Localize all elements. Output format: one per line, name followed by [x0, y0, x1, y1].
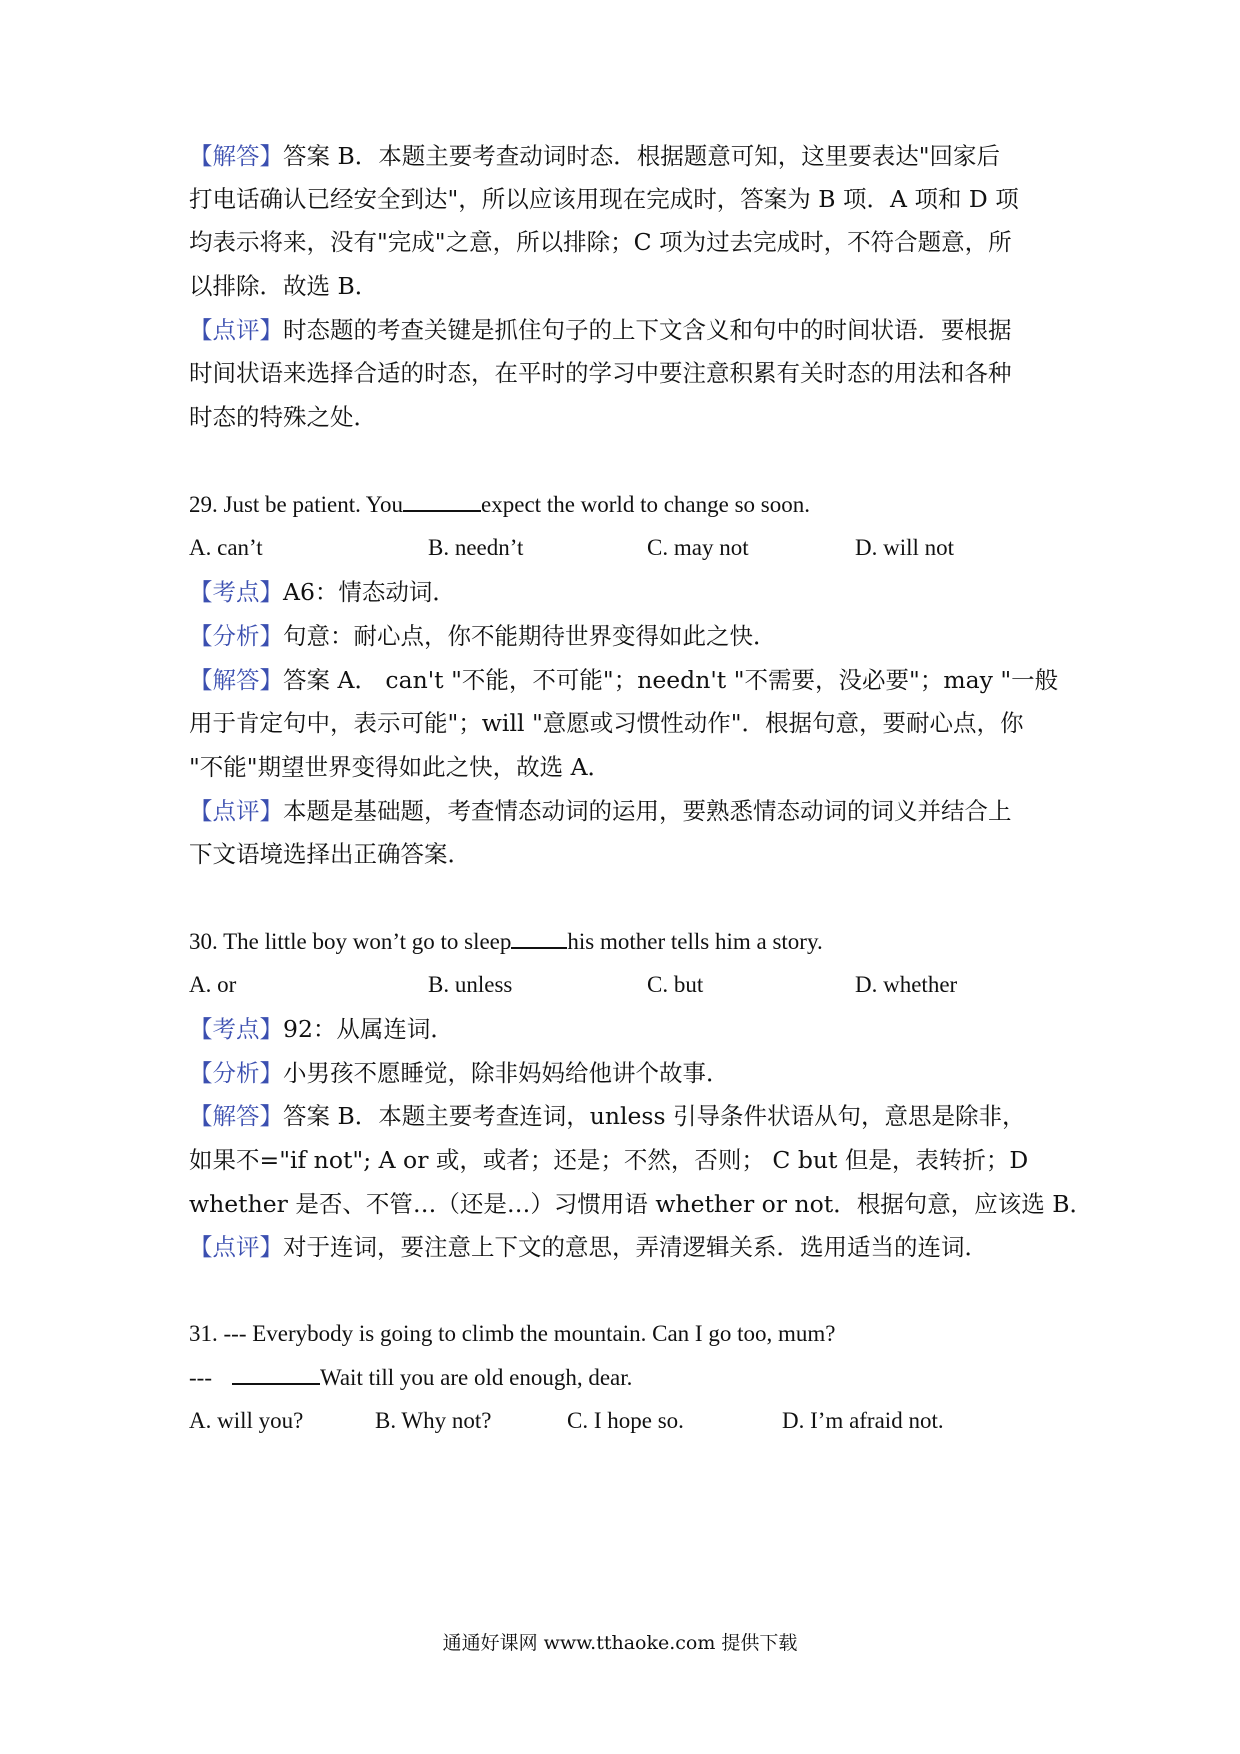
option-b: B. needn’t — [428, 535, 524, 560]
option-c: C. may not — [647, 535, 749, 560]
comment-line: 【点评】本题是基础题，考查情态动词的运用，要熟悉情态动词的词义并结合上 — [189, 797, 1012, 825]
option-d: D. will not — [855, 535, 955, 560]
analysis-line: 【分析】小男孩不愿睡觉，除非妈妈给他讲个故事． — [189, 1059, 730, 1087]
answer-blank — [403, 492, 481, 512]
page-footer: 通通好课网 www.tthaoke.com 提供下载 — [442, 1632, 798, 1654]
comment-tag: 【点评】 — [189, 316, 283, 344]
question-31-reply: --- Wait till you are old enough, dear. — [189, 1365, 633, 1390]
comment-line: 时间状语来选择合适的时态，在平时的学习中要注意积累有关时态的用法和各种 — [189, 359, 1012, 387]
comment-line: 【点评】对于连词，要注意上下文的意思，弄清逻辑关系．选用适当的连词． — [189, 1233, 988, 1261]
answer-line: 【解答】答案 B．本题主要考查动词时态．根据题意可知，这里要表达"回家后 — [189, 142, 1001, 170]
option-c: C. but — [647, 972, 704, 997]
comment-line: 下文语境选择出正确答案． — [189, 840, 471, 868]
answer-line: 【解答】答案 A． can't "不能，不可能"；needn't "不需要，没必要"；may "一般 — [189, 666, 1059, 694]
answer-line: whether 是否、不管…（还是…）习惯用语 whether or not．根据句意，应该选 B． — [189, 1190, 1093, 1218]
answer-tag: 【解答】 — [189, 142, 283, 170]
answer-line: 如果不="if not"; A or 或，或者；还是；不然，否则； C but 但是，表转折；D — [189, 1146, 1029, 1174]
answer-line: 均表示将来，没有"完成"之意，所以排除；C 项为过去完成时，不符合题意，所 — [189, 228, 1012, 256]
answer-line: 打电话确认已经安全到达"，所以应该用现在完成时，答案为 B 项．A 项和 D 项 — [189, 185, 1019, 213]
answer-blank — [511, 929, 567, 949]
option-a: A. can’t — [189, 535, 263, 560]
option-d: D. I’m afraid not. — [782, 1408, 944, 1433]
comment-line: 【点评】时态题的考查关键是抓住句子的上下文含义和句中的时间状语．要根据 — [189, 316, 1012, 344]
question-30-stem: 30. The little boy won’t go to sleep his mother tells him a story. — [189, 929, 823, 954]
option-a: A. will you? — [189, 1408, 304, 1433]
option-d: D. whether — [855, 972, 958, 997]
option-a: A. or — [189, 972, 237, 997]
analysis-line: 【分析】句意：耐心点，你不能期待世界变得如此之快． — [189, 622, 777, 650]
question-29-stem: 29. Just be patient. You expect the world to change so soon. — [189, 492, 810, 517]
point-line: 【考点】A6：情态动词． — [189, 578, 456, 606]
option-c: C. I hope so. — [567, 1408, 684, 1433]
answer-line: 用于肯定句中，表示可能"；will "意愿或习惯性动作"．根据句意，要耐心点，你 — [189, 709, 1024, 737]
question-31-stem: 31. --- Everybody is going to climb the mountain. Can I go too, mum? — [189, 1321, 836, 1346]
point-line: 【考点】92：从属连词． — [189, 1015, 454, 1043]
answer-blank — [232, 1365, 320, 1385]
answer-line: 【解答】答案 B．本题主要考查连词，unless 引导条件状语从句，意思是除非， — [189, 1102, 1026, 1130]
option-b: B. unless — [428, 972, 513, 997]
answer-line: "不能"期望世界变得如此之快，故选 A． — [189, 753, 612, 781]
comment-line: 时态的特殊之处． — [189, 403, 377, 431]
option-b: B. Why not? — [375, 1408, 492, 1433]
answer-line: 以排除．故选 B． — [189, 272, 379, 300]
